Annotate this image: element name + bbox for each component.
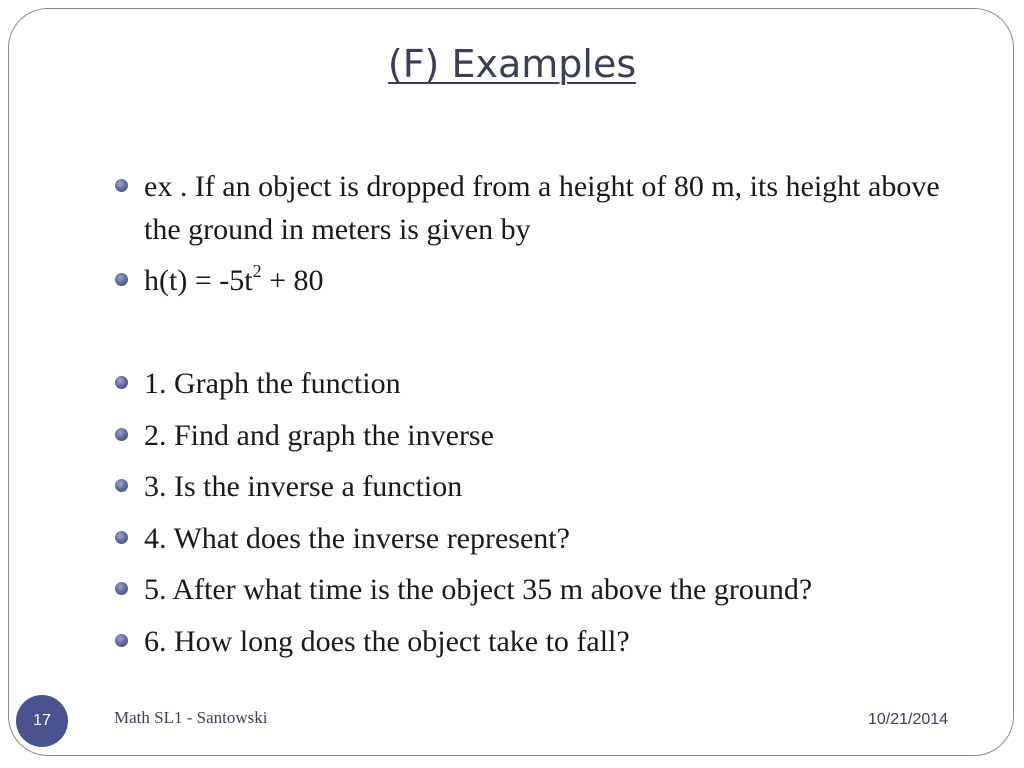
- bullet-text: ex . If an object is dropped from a height of 80 m, its height above the ground in meters is given by: [144, 170, 940, 246]
- footer-date: 10/21/2014: [868, 711, 949, 728]
- footer-course-label: Math SL1 - Santowski: [114, 708, 268, 727]
- bullet-question-5: [115, 568, 965, 611]
- bullet-text: 4. What does the inverse represent?: [144, 522, 570, 555]
- equation-exponent: 2: [252, 261, 262, 281]
- equation-prefix: h(t) = -5t: [144, 264, 253, 297]
- bullet-dot-icon: [115, 428, 128, 441]
- bullet-question-1: [115, 362, 965, 405]
- bullet-dot-icon: [115, 634, 128, 647]
- bullet-text: 6. How long does the object take to fall?: [144, 625, 630, 658]
- bullet-dot-icon: [115, 179, 128, 192]
- bullet-dot-icon: [115, 531, 128, 544]
- bullet-question-6: [115, 620, 965, 663]
- bullet-dot-icon: [115, 273, 128, 286]
- bullet-equation: [115, 259, 965, 302]
- bullet-dot-icon: [115, 479, 128, 492]
- bullet-question-2: [115, 414, 965, 457]
- bullet-text: 3. Is the inverse a function: [144, 470, 463, 503]
- bullet-dot-icon: [115, 582, 128, 595]
- bullet-text: 2. Find and graph the inverse: [144, 419, 494, 452]
- page-number-badge: 17: [16, 695, 68, 747]
- bullet-intro: [115, 165, 965, 251]
- slide-title: (F) Examples: [387, 42, 637, 86]
- equation-text: [144, 259, 965, 302]
- bullet-text: 5. After what time is the object 35 m above the ground?: [144, 573, 813, 606]
- bullet-question-3: [115, 465, 965, 508]
- bullet-dot-icon: [115, 376, 128, 389]
- bullet-text: 1. Graph the function: [144, 367, 401, 400]
- equation-suffix: + 80: [261, 264, 324, 297]
- bullet-question-4: [115, 517, 965, 560]
